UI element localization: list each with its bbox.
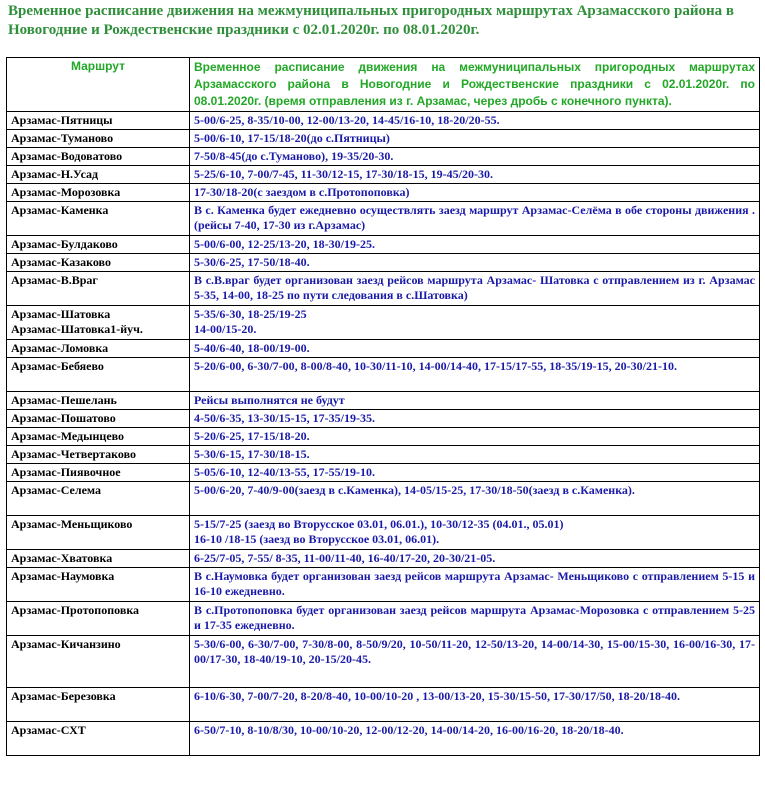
route-schedule: В с.Наумовка будет организован заезд рейсов маршрута Арзамас- Меньщиково с отправлением 5-15 и 16-10 ежедневно. (190, 568, 760, 602)
table-row (7, 148, 760, 166)
route-name: Арзамас-Пятницы (7, 112, 190, 130)
table-row (7, 410, 760, 428)
header-schedule: Временное расписание движения на межмуниципальных пригородных маршрутах Арзамасского района в Новогодние и Рождественские праздники с 02.01.2020г. по 08.01.2020г. (время отправления из г. Арзамас, через дробь с конечного пункта). (190, 58, 760, 112)
table-row (7, 112, 760, 130)
schedule-table (6, 57, 760, 756)
route-schedule: 5-00/6-00, 12-25/13-20, 18-30/19-25. (190, 236, 760, 254)
route-schedule: 17-30/18-20(с заездом в с.Протопоповка) (190, 184, 760, 202)
route-schedule: 5-30/6-15, 17-30/18-15. (190, 446, 760, 464)
route-schedule: 5-25/6-10, 7-00/7-45, 11-30/12-15, 17-30/18-15, 19-45/20-30. (190, 166, 760, 184)
route-schedule: 5-05/6-10, 12-40/13-55, 17-55/19-10. (190, 464, 760, 482)
route-schedule: 5-15/7-25 (заезд во Вторусское 03.01, 06.01.), 10-30/12-35 (04.01., 05.01) 16-10 /18-15 (заезд во Вторусское 03.01, 06.01). (190, 516, 760, 550)
route-schedule: В с.В.враг будет организован заезд рейсов маршрута Арзамас- Шатовка с отправлением из г. Арзамас 5-35, 14-00, 18-25 по пути следования в с.Шатовка) (190, 272, 760, 306)
route-schedule: 5-00/6-25, 8-35/10-00, 12-00/13-20, 14-45/16-10, 18-20/20-55. (190, 112, 760, 130)
table-row (7, 602, 760, 636)
table-row (7, 236, 760, 254)
table-header-row (7, 58, 760, 112)
route-name: Арзамас-Хватовка (7, 550, 190, 568)
table-row (7, 688, 760, 722)
route-name: Арзамас-Водоватово (7, 148, 190, 166)
route-schedule: 6-10/6-30, 7-00/7-20, 8-20/8-40, 10-00/10-20 , 13-00/13-20, 15-30/15-50, 17-30/17/50, 18-20/18-40. (190, 688, 760, 722)
table-row (7, 340, 760, 358)
table-row (7, 202, 760, 236)
route-name: Арзамас-Морозовка (7, 184, 190, 202)
route-name: Арзамас-Кичанзино (7, 636, 190, 688)
route-name: Арзамас-В.Враг (7, 272, 190, 306)
route-name: Арзамас-Селема (7, 482, 190, 516)
route-name: Арзамас-Каменка (7, 202, 190, 236)
table-row (7, 392, 760, 410)
table-row (7, 166, 760, 184)
route-schedule: В с.Протопоповка будет организован заезд рейсов маршрута Арзамас-Морозовка с отправлением 5-25 и 17-35 ежедневно. (190, 602, 760, 636)
route-schedule: 5-20/6-25, 17-15/18-20. (190, 428, 760, 446)
schedule-rows (7, 112, 760, 756)
route-name: Арзамас-Меньщиково (7, 516, 190, 550)
table-row (7, 482, 760, 516)
table-row (7, 184, 760, 202)
route-schedule: Рейсы выполнятся не будут (190, 392, 760, 410)
table-row (7, 272, 760, 306)
table-row (7, 568, 760, 602)
route-name: Арзамас-Наумовка (7, 568, 190, 602)
route-schedule: 5-30/6-00, 6-30/7-00, 7-30/8-00, 8-50/9/20, 10-50/11-20, 12-50/13-20, 14-00/14-30, 15-00/15-30, 16-00/16-30, 17-00/17-30, 18-40/19-10, 20-15/20-45. (190, 636, 760, 688)
table-row (7, 428, 760, 446)
table-row (7, 446, 760, 464)
route-schedule: 5-00/6-20, 7-40/9-00(заезд в с.Каменка), 14-05/15-25, 17-30/18-50(заезд в с.Каменка). (190, 482, 760, 516)
route-name: Арзамас-Шатовка Арзамас-Шатовка1-йуч. (7, 306, 190, 340)
table-row (7, 464, 760, 482)
table-row (7, 306, 760, 340)
route-name: Арзамас-Пиявочное (7, 464, 190, 482)
route-schedule: 5-00/6-10, 17-15/18-20(до с.Пятницы) (190, 130, 760, 148)
route-schedule: 5-20/6-00, 6-30/7-00, 8-00/8-40, 10-30/11-10, 14-00/14-40, 17-15/17-55, 18-35/19-15, 20-30/21-10. (190, 358, 760, 392)
header-route: Маршрут (7, 58, 190, 112)
table-row (7, 130, 760, 148)
table-row (7, 636, 760, 688)
table-row (7, 254, 760, 272)
route-name: Арзамас-Четвертаково (7, 446, 190, 464)
route-name: Арзамас-Протопоповка (7, 602, 190, 636)
route-name: Арзамас-Туманово (7, 130, 190, 148)
table-row (7, 358, 760, 392)
route-name: Арзамас-Бебяево (7, 358, 190, 392)
route-name: Арзамас-СХТ (7, 722, 190, 756)
route-name: Арзамас-Ломовка (7, 340, 190, 358)
page-title: Временное расписание движения на межмуниципальных пригородных маршрутах Арзамасского района в Новогодние и Рождественские праздники с 02.01.2020г. по 08.01.2020г. (8, 3, 735, 38)
table-row (7, 722, 760, 756)
route-name: Арзамас-Булдаково (7, 236, 190, 254)
route-schedule: 4-50/6-35, 13-30/15-15, 17-35/19-35. (190, 410, 760, 428)
route-schedule: 7-50/8-45(до с.Туманово), 19-35/20-30. (190, 148, 760, 166)
table-row (7, 550, 760, 568)
route-name: Арзамас-Казаково (7, 254, 190, 272)
route-name: Арзамас-Березовка (7, 688, 190, 722)
route-schedule: 6-25/7-05, 7-55/ 8-35, 11-00/11-40, 16-40/17-20, 20-30/21-05. (190, 550, 760, 568)
route-schedule: 5-40/6-40, 18-00/19-00. (190, 340, 760, 358)
table-row (7, 516, 760, 550)
route-name: Арзамас-Пошатово (7, 410, 190, 428)
route-name: Арзамас-Пешелань (7, 392, 190, 410)
route-schedule: 5-30/6-25, 17-50/18-40. (190, 254, 760, 272)
route-schedule: 6-50/7-10, 8-10/8/30, 10-00/10-20, 12-00/12-20, 14-00/14-20, 16-00/16-20, 18-20/18-40. (190, 722, 760, 756)
route-name: Арзамас-Н.Усад (7, 166, 190, 184)
route-schedule: 5-35/6-30, 18-25/19-25 14-00/15-20. (190, 306, 760, 340)
route-name: Арзамас-Медынцево (7, 428, 190, 446)
route-schedule: В с. Каменка будет ежедневно осуществлять заезд маршрут Арзамас-Селёма в обе стороны движения . (рейсы 7-40, 17-30 из г.Арзамас) (190, 202, 760, 236)
